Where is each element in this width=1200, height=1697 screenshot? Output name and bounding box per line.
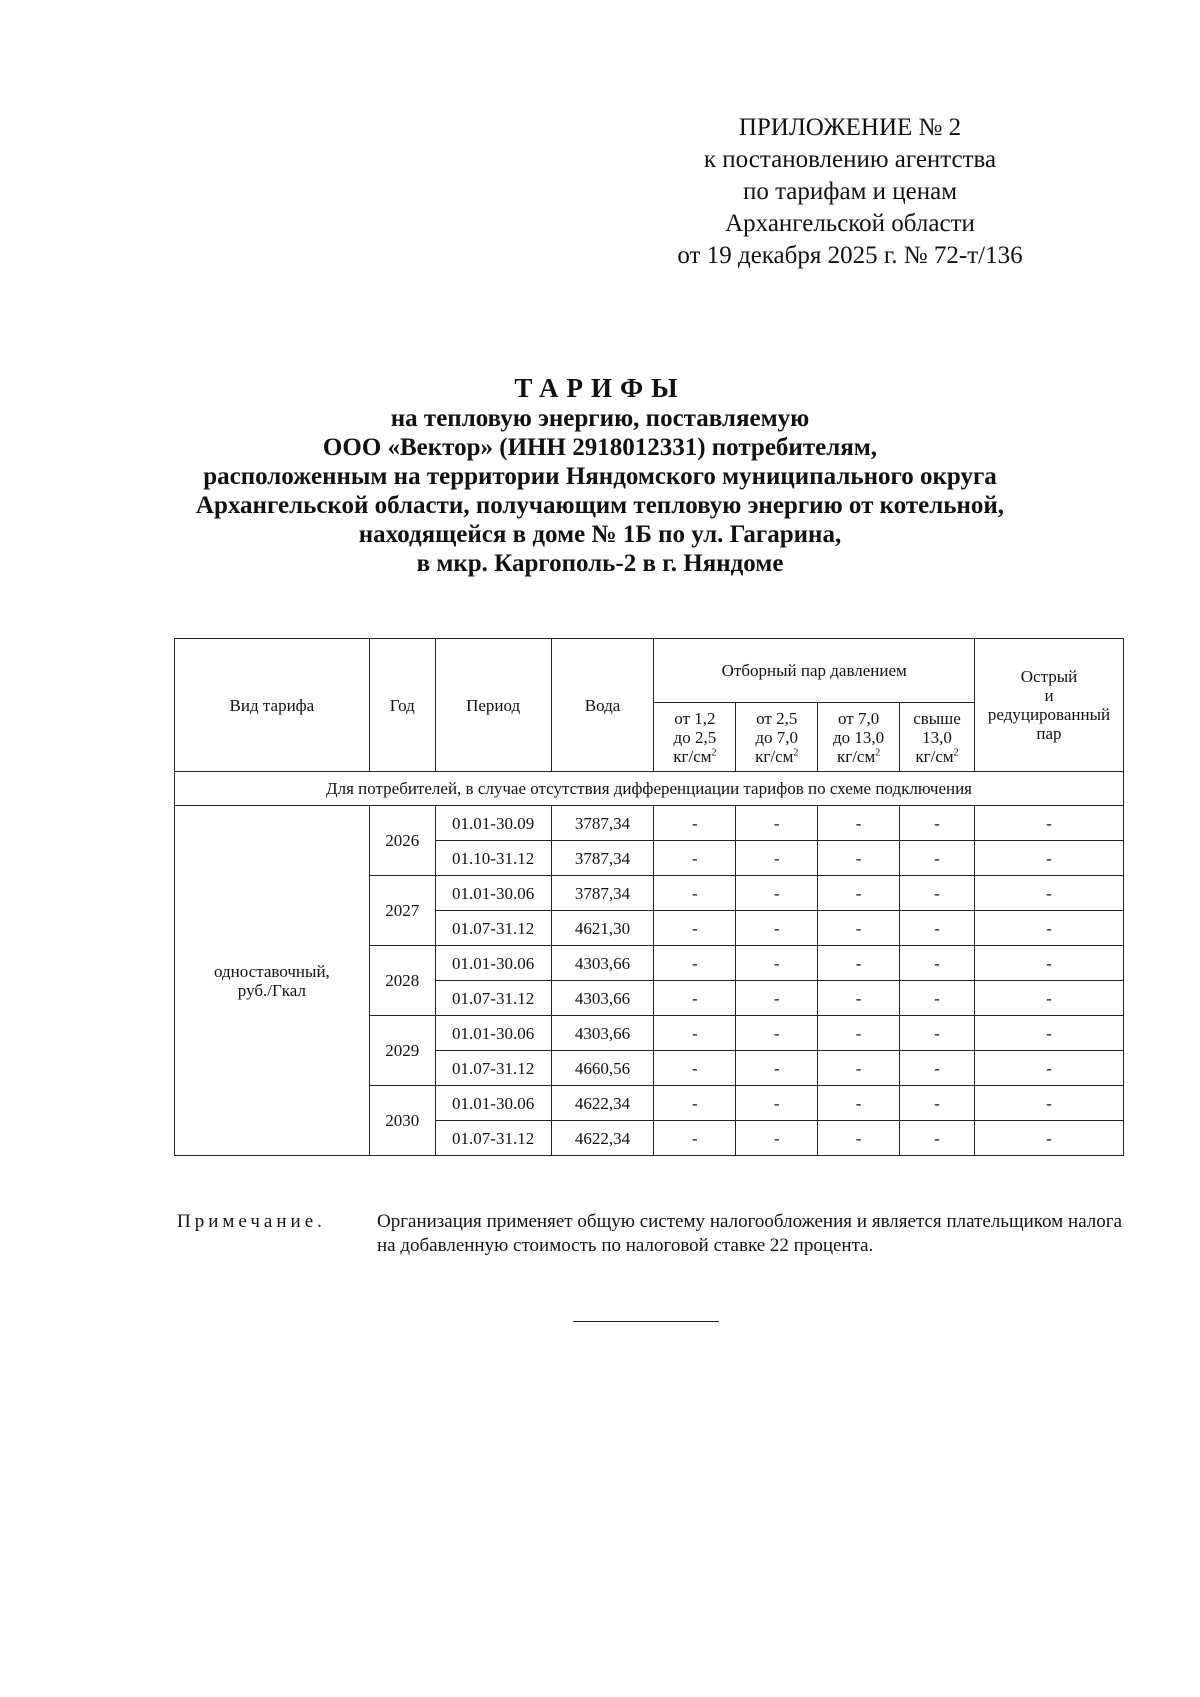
period-cell: 01.01-30.06 bbox=[435, 1016, 551, 1051]
period-cell: 01.07-31.12 bbox=[435, 1051, 551, 1086]
sharp-cell: - bbox=[974, 1086, 1123, 1121]
pressure-range-from: свыше bbox=[913, 708, 961, 728]
pressure-unit: $кг/см^2$ bbox=[673, 746, 717, 766]
water-cell: 4622,34 bbox=[551, 1121, 654, 1156]
title-line: Архангельской области, получающим тепловую энергию от котельной, bbox=[195, 492, 1005, 519]
water-cell: 4660,56 bbox=[551, 1051, 654, 1086]
p3-cell: - bbox=[818, 841, 900, 876]
water-cell: 4303,66 bbox=[551, 981, 654, 1016]
header-water: Вода bbox=[551, 639, 654, 772]
p4-cell: - bbox=[900, 1121, 975, 1156]
pressure-range-from: от 7,0 bbox=[838, 708, 880, 728]
sharp-cell: - bbox=[974, 911, 1123, 946]
header-pressure-4 bbox=[900, 703, 975, 772]
water-cell: 3787,34 bbox=[551, 806, 654, 841]
water-cell: 4621,30 bbox=[551, 911, 654, 946]
sharp-cell: - bbox=[974, 806, 1123, 841]
p2-cell: - bbox=[736, 1121, 818, 1156]
p2-cell: - bbox=[736, 1086, 818, 1121]
header-year: Год bbox=[369, 639, 435, 772]
year-cell: 2029 bbox=[369, 1016, 435, 1086]
sharp-cell: - bbox=[974, 1016, 1123, 1051]
p3-cell: - bbox=[818, 911, 900, 946]
p3-cell: - bbox=[818, 981, 900, 1016]
p1-cell: - bbox=[654, 1016, 736, 1051]
header-steam-group: Отборный пар давлением bbox=[654, 639, 975, 703]
header-period: Период bbox=[435, 639, 551, 772]
p3-cell: - bbox=[818, 946, 900, 981]
p2-cell: - bbox=[736, 911, 818, 946]
tariff-type-label: одноставочный, bbox=[214, 961, 330, 981]
water-cell: 3787,34 bbox=[551, 876, 654, 911]
p2-cell: - bbox=[736, 876, 818, 911]
period-cell: 01.10-31.12 bbox=[435, 841, 551, 876]
sharp-cell: - bbox=[974, 981, 1123, 1016]
p4-cell: - bbox=[900, 1051, 975, 1086]
p3-cell: - bbox=[818, 1121, 900, 1156]
header-pressure-3 bbox=[818, 703, 900, 772]
title-line: находящейся в доме № 1Б по ул. Гагарина, bbox=[358, 521, 842, 548]
pressure-range-to: 13,0 bbox=[922, 727, 952, 747]
header-pressure-2 bbox=[736, 703, 818, 772]
p2-cell: - bbox=[736, 1016, 818, 1051]
year-cell: 2026 bbox=[369, 806, 435, 876]
year-cell: 2030 bbox=[369, 1086, 435, 1156]
water-cell: 4622,34 bbox=[551, 1086, 654, 1121]
appendix-line: к постановлению агентства bbox=[703, 146, 997, 173]
p1-cell: - bbox=[654, 1121, 736, 1156]
p4-cell: - bbox=[900, 1016, 975, 1051]
appendix-line: по тарифам и ценам bbox=[742, 178, 958, 205]
title-line: расположенным на территории Няндомского муниципального округа bbox=[203, 463, 997, 490]
pressure-unit: $кг/см^2$ bbox=[836, 746, 881, 766]
year-cell: 2028 bbox=[369, 946, 435, 1016]
header-sharp-line: редуцированный bbox=[987, 705, 1111, 724]
p3-cell: - bbox=[818, 806, 900, 841]
appendix-block bbox=[640, 112, 1060, 272]
p1-cell: - bbox=[654, 946, 736, 981]
water-cell: 4303,66 bbox=[551, 1016, 654, 1051]
p4-cell: - bbox=[900, 981, 975, 1016]
p4-cell: - bbox=[900, 806, 975, 841]
note-label: Примечание. bbox=[177, 1211, 326, 1232]
sharp-cell: - bbox=[974, 1121, 1123, 1156]
p2-cell: - bbox=[736, 841, 818, 876]
water-cell: 4303,66 bbox=[551, 946, 654, 981]
sharp-cell: - bbox=[974, 841, 1123, 876]
p3-cell: - bbox=[818, 876, 900, 911]
p4-cell: - bbox=[900, 946, 975, 981]
pressure-range-to: до 7,0 bbox=[755, 727, 799, 747]
tariff-table bbox=[174, 638, 1124, 1156]
water-cell: 3787,34 bbox=[551, 841, 654, 876]
sharp-cell: - bbox=[974, 1051, 1123, 1086]
period-cell: 01.07-31.12 bbox=[435, 981, 551, 1016]
sharp-cell: - bbox=[974, 946, 1123, 981]
p3-cell: - bbox=[818, 1051, 900, 1086]
appendix-date-number: от 19 декабря 2025 г. № 72-т/136 bbox=[677, 242, 1023, 269]
period-cell: 01.01-30.06 bbox=[435, 1086, 551, 1121]
p4-cell: - bbox=[900, 876, 975, 911]
table-row bbox=[175, 806, 1124, 841]
p4-cell: - bbox=[900, 911, 975, 946]
pressure-unit: $кг/см^2$ bbox=[755, 746, 799, 766]
pressure-range-to: до 2,5 bbox=[673, 727, 717, 747]
note-text: Организация применяет общую систему налогообложения и является плательщиком налога на добавленную стоимость по налоговой ставке 22 процента. bbox=[377, 1211, 1122, 1256]
p1-cell: - bbox=[654, 1051, 736, 1086]
period-cell: 01.07-31.12 bbox=[435, 1121, 551, 1156]
header-sharp-line: Острый bbox=[1020, 667, 1078, 686]
pressure-range-from: от 1,2 bbox=[674, 708, 716, 728]
pressure-unit: $кг/см^2$ bbox=[915, 746, 959, 766]
p1-cell: - bbox=[654, 1086, 736, 1121]
appendix-title: ПРИЛОЖЕНИЕ № 2 bbox=[738, 114, 962, 141]
p2-cell: - bbox=[736, 806, 818, 841]
p4-cell: - bbox=[900, 1086, 975, 1121]
p2-cell: - bbox=[736, 981, 818, 1016]
p4-cell: - bbox=[900, 841, 975, 876]
period-cell: 01.01-30.06 bbox=[435, 946, 551, 981]
section-note: Для потребителей, в случае отсутствия дифференциации тарифов по схеме подключения bbox=[175, 772, 1124, 806]
appendix-line: Архангельской области bbox=[725, 210, 975, 237]
end-divider bbox=[573, 1321, 719, 1322]
p1-cell: - bbox=[654, 806, 736, 841]
period-cell: 01.01-30.09 bbox=[435, 806, 551, 841]
period-cell: 01.07-31.12 bbox=[435, 911, 551, 946]
p2-cell: - bbox=[736, 946, 818, 981]
p1-cell: - bbox=[654, 981, 736, 1016]
pressure-range-to: до 13,0 bbox=[833, 727, 885, 747]
p2-cell: - bbox=[736, 1051, 818, 1086]
title-main: ТАРИФЫ bbox=[514, 373, 686, 403]
p3-cell: - bbox=[818, 1016, 900, 1051]
title-line: в мкр. Каргополь-2 в г. Няндоме bbox=[416, 550, 784, 577]
p1-cell: - bbox=[654, 876, 736, 911]
header-sharp-steam bbox=[974, 639, 1123, 772]
title-line: на тепловую энергию, поставляемую bbox=[390, 405, 810, 432]
header-sharp-line: и bbox=[1044, 686, 1054, 705]
header-pressure-1 bbox=[654, 703, 736, 772]
header-tariff-type: Вид тарифа bbox=[175, 639, 370, 772]
sharp-cell: - bbox=[974, 876, 1123, 911]
document-title bbox=[100, 372, 1100, 578]
p1-cell: - bbox=[654, 911, 736, 946]
tariff-type-unit: руб./Гкал bbox=[237, 980, 306, 1000]
year-cell: 2027 bbox=[369, 876, 435, 946]
p3-cell: - bbox=[818, 1086, 900, 1121]
period-cell: 01.01-30.06 bbox=[435, 876, 551, 911]
title-line: ООО «Вектор» (ИНН 2918012331) потребителям, bbox=[322, 434, 878, 461]
tariff-type-cell bbox=[175, 806, 370, 1156]
header-sharp-line: пар bbox=[1036, 724, 1062, 743]
p1-cell: - bbox=[654, 841, 736, 876]
pressure-range-from: от 2,5 bbox=[756, 708, 798, 728]
